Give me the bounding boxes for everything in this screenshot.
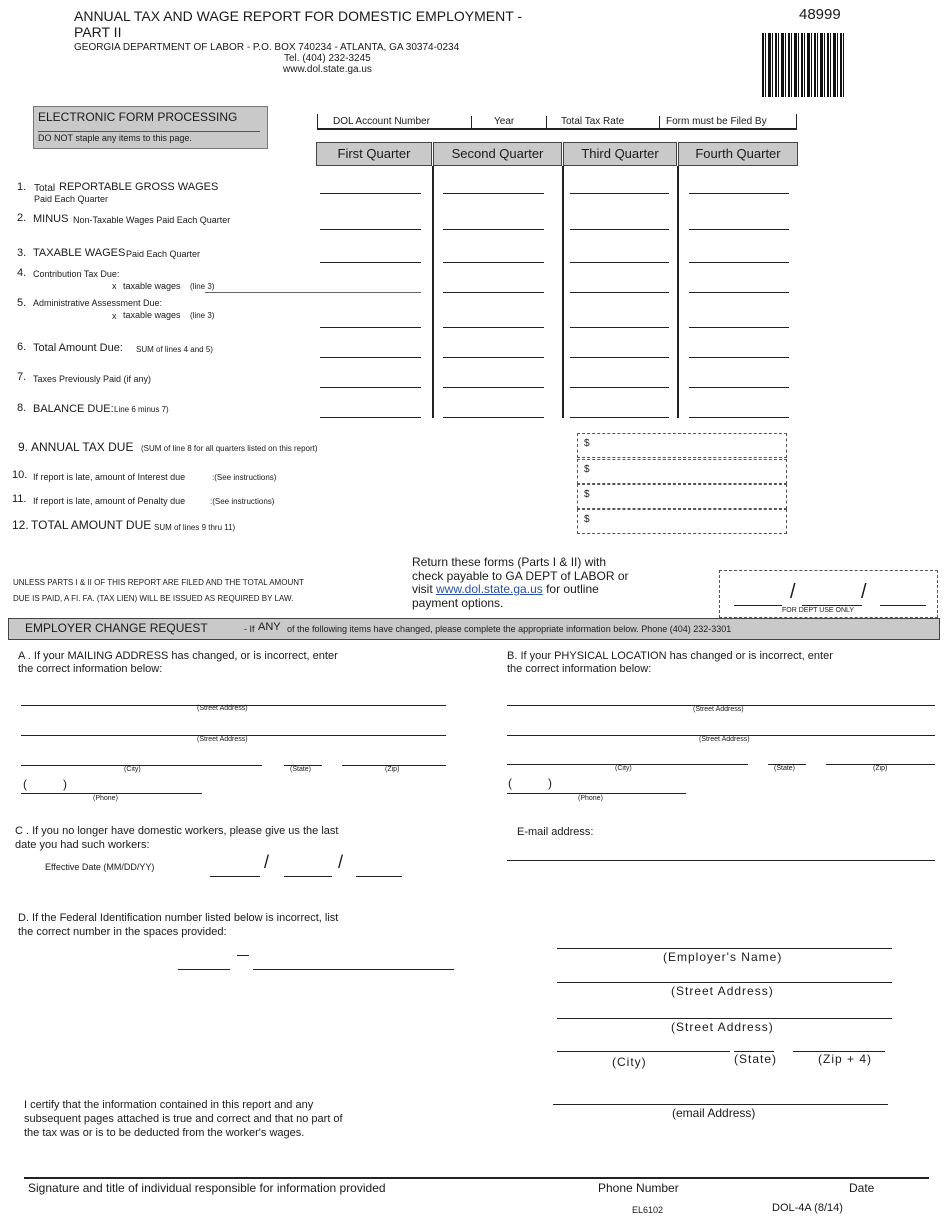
signature-label: Signature and title of individual responsible for information provided bbox=[28, 1181, 386, 1195]
processing-title: ELECTRONIC FORM PROCESSING bbox=[38, 110, 238, 124]
q1-line7-field[interactable] bbox=[320, 387, 421, 388]
line7-number: 7. bbox=[17, 371, 27, 383]
visit-text: visit bbox=[412, 582, 433, 596]
form-code-footer: EL6102 bbox=[632, 1205, 664, 1215]
a-street1-label: (Street Address) bbox=[197, 705, 248, 712]
form-id: DOL-4A (8/14) bbox=[772, 1202, 843, 1214]
form-title: ANNUAL TAX AND WAGE REPORT FOR DOMESTIC EMPLOYMENT - bbox=[74, 8, 523, 24]
employer-name-field bbox=[557, 948, 892, 949]
change-request-if: - If bbox=[244, 624, 255, 634]
q3-line5-field[interactable] bbox=[570, 327, 669, 328]
q1-line2-field[interactable] bbox=[320, 229, 421, 230]
line10-number: 10. bbox=[12, 469, 28, 481]
b-phone-field[interactable] bbox=[507, 793, 686, 794]
q3-line8-field[interactable] bbox=[570, 417, 669, 418]
dollar-sign: $ bbox=[584, 464, 590, 475]
a-street2-label: (Street Address) bbox=[197, 736, 248, 743]
certify-line3: the tax was or is to be deducted from the worker's wages. bbox=[24, 1127, 305, 1139]
line2-number: 2. bbox=[17, 212, 27, 224]
a-state-label: (State) bbox=[290, 766, 312, 773]
q4-line8-field[interactable] bbox=[689, 417, 789, 418]
line6-number: 6. bbox=[17, 341, 27, 353]
employer-state-label: (State) bbox=[734, 1052, 778, 1066]
email-label: E-mail address: bbox=[517, 826, 594, 838]
line1-prefix: Total bbox=[34, 183, 56, 194]
line4-ref: (line 3) bbox=[190, 282, 215, 291]
line9-number: 9. bbox=[18, 440, 29, 454]
a-phone-paren-open: ( bbox=[23, 777, 27, 791]
line9-amount-field[interactable] bbox=[577, 433, 787, 458]
section-d-line2: the correct number in the spaces provided: bbox=[18, 926, 227, 938]
dol-website-link[interactable]: www.dol.state.ga.us bbox=[436, 582, 543, 596]
form-code: 48999 bbox=[799, 6, 841, 23]
line1-number: 1. bbox=[17, 181, 27, 193]
effective-year-field[interactable] bbox=[356, 876, 402, 877]
section-c-line2: date you had such workers: bbox=[15, 839, 150, 851]
q4-line2-field[interactable] bbox=[689, 229, 789, 230]
filed-by-label: Form must be Filed By bbox=[666, 116, 767, 127]
line4-label: Contribution Tax Due: bbox=[33, 269, 120, 279]
section-a-line2: the correct information below: bbox=[18, 663, 163, 675]
employer-street2-label: (Street Address) bbox=[671, 1020, 774, 1034]
b-street1-label: (Street Address) bbox=[693, 706, 744, 713]
employer-street1-field bbox=[557, 982, 892, 983]
q3-line7-field[interactable] bbox=[570, 387, 669, 388]
line5-sub: taxable wages bbox=[123, 310, 181, 320]
q3-line1-field[interactable] bbox=[570, 193, 669, 194]
employer-city-label: (City) bbox=[612, 1055, 647, 1069]
a-phone-label: (Phone) bbox=[93, 795, 118, 802]
q2-line4-field[interactable] bbox=[443, 292, 544, 293]
change-request-bar bbox=[8, 618, 940, 640]
line10-sub: :(See instructions) bbox=[212, 473, 277, 482]
section-d-line1: D. If the Federal Identification number listed below is incorrect, list bbox=[18, 912, 339, 924]
q1-line3-field[interactable] bbox=[320, 262, 421, 263]
quarter-header-first: First Quarter bbox=[316, 142, 432, 166]
a-phone-paren-close: ) bbox=[63, 777, 67, 791]
effective-month-field[interactable] bbox=[210, 876, 260, 877]
line12-number: 12. bbox=[12, 518, 29, 532]
change-request-title: EMPLOYER CHANGE REQUEST bbox=[25, 621, 208, 635]
b-phone-paren-open: ( bbox=[508, 776, 512, 790]
line4-x: x bbox=[112, 281, 117, 291]
q1-line8-field[interactable] bbox=[320, 417, 421, 418]
q2-line2-field[interactable] bbox=[443, 229, 544, 230]
line11-number: 11. bbox=[12, 493, 27, 505]
a-city-field[interactable] bbox=[21, 765, 262, 766]
q2-line3-field[interactable] bbox=[443, 262, 544, 263]
processing-box bbox=[33, 106, 268, 149]
line11-sub: :(See instructions) bbox=[210, 497, 275, 506]
lien-warning-line2: DUE IS PAID, A FI. FA. (TAX LIEN) WILL BE ISSUED AS REQUIRED BY LAW. bbox=[13, 594, 294, 603]
b-state-label: (State) bbox=[774, 765, 796, 772]
change-request-any: ANY bbox=[258, 621, 281, 633]
b-city-label: (City) bbox=[615, 765, 632, 772]
line2-sub: Non-Taxable Wages Paid Each Quarter bbox=[73, 215, 231, 225]
barcode bbox=[762, 33, 846, 97]
date-slash: / bbox=[338, 852, 344, 872]
certify-line2: subsequent pages attached is true and correct and that no part of bbox=[24, 1113, 343, 1125]
effective-day-field[interactable] bbox=[284, 876, 332, 877]
b-phone-label: (Phone) bbox=[578, 795, 603, 802]
section-b-line1: B. If your PHYSICAL LOCATION has changed or is incorrect, enter bbox=[507, 650, 833, 662]
dollar-sign: $ bbox=[584, 438, 590, 449]
line6-sub: SUM of lines 4 and 5) bbox=[136, 345, 213, 354]
section-a-line1: A . If your MAILING ADDRESS has changed, or is incorrect, enter bbox=[18, 650, 338, 662]
q2-line1-field[interactable] bbox=[443, 193, 544, 194]
line9-sub: (SUM of line 8 for all quarters listed on this report) bbox=[141, 444, 318, 453]
q2-line5-field[interactable] bbox=[443, 327, 544, 328]
employer-zip-label: (Zip + 4) bbox=[818, 1052, 873, 1066]
staple-note: DO NOT staple any items to this page. bbox=[38, 133, 192, 143]
lien-warning-line1: UNLESS PARTS I & II OF THIS REPORT ARE FILED AND THE TOTAL AMOUNT bbox=[13, 578, 304, 587]
q3-line3-field[interactable] bbox=[570, 262, 669, 263]
line9-label: ANNUAL TAX DUE bbox=[31, 440, 134, 454]
line8-number: 8. bbox=[17, 402, 27, 414]
return-line3 bbox=[412, 582, 599, 596]
line11-label: If report is late, amount of Penalty due bbox=[33, 496, 186, 506]
a-zip-label: (Zip) bbox=[385, 766, 400, 773]
b-zip-label: (Zip) bbox=[873, 765, 888, 772]
employer-email-label: (email Address) bbox=[672, 1106, 756, 1120]
line12-label: TOTAL AMOUNT DUE bbox=[31, 518, 152, 532]
section-c-line1: C . If you no longer have domestic workers, please give us the last bbox=[15, 825, 339, 837]
total-tax-rate-label: Total Tax Rate bbox=[561, 116, 625, 127]
date-slash: / bbox=[861, 581, 867, 603]
line12-sub: SUM of lines 9 thru 11) bbox=[154, 523, 236, 532]
q3-line6-field[interactable] bbox=[570, 357, 669, 358]
quarter-header-second: Second Quarter bbox=[433, 142, 562, 166]
line10-amount-field[interactable] bbox=[577, 459, 787, 484]
fein-prefix-field[interactable] bbox=[178, 969, 230, 970]
line10-label: If report is late, amount of Interest due bbox=[33, 472, 186, 482]
b-phone-paren-close: ) bbox=[548, 776, 552, 790]
quarter-header-fourth: Fourth Quarter bbox=[678, 142, 798, 166]
q4-line5-field[interactable] bbox=[689, 327, 789, 328]
employer-name-label: (Employer's Name) bbox=[663, 950, 783, 964]
email-field[interactable] bbox=[507, 860, 935, 861]
employer-street2-field bbox=[557, 1018, 892, 1019]
signature-line[interactable] bbox=[24, 1177, 929, 1179]
q4-line1-field[interactable] bbox=[689, 193, 789, 194]
line3-number: 3. bbox=[17, 247, 27, 259]
return-line4: payment options. bbox=[412, 596, 504, 610]
line8-label: BALANCE DUE: bbox=[33, 403, 114, 415]
line4-rate-field[interactable] bbox=[205, 292, 421, 293]
line6-label: Total Amount Due: bbox=[33, 342, 123, 354]
agency-phone: Tel. (404) 232-3245 bbox=[284, 53, 371, 64]
q3-line4-field[interactable] bbox=[570, 292, 669, 293]
q3-line2-field[interactable] bbox=[570, 229, 669, 230]
date-slash: / bbox=[790, 581, 796, 603]
year-label: Year bbox=[494, 116, 515, 127]
form-title-part: PART II bbox=[74, 24, 122, 40]
outline-text: for outline bbox=[546, 582, 599, 596]
q1-line1-field[interactable] bbox=[320, 193, 421, 194]
dol-account-number-label: DOL Account Number bbox=[333, 116, 430, 127]
line3-label: TAXABLE WAGES bbox=[33, 247, 126, 259]
effective-date-label: Effective Date (MM/DD/YY) bbox=[45, 862, 155, 872]
dollar-sign: $ bbox=[584, 514, 590, 525]
line7-label: Taxes Previously Paid (if any) bbox=[33, 374, 152, 384]
line5-ref: (line 3) bbox=[190, 311, 215, 320]
q1-line6-field[interactable] bbox=[320, 357, 421, 358]
q2-line8-field[interactable] bbox=[443, 417, 544, 418]
employer-city-field bbox=[557, 1051, 730, 1052]
line2-label: MINUS bbox=[33, 213, 69, 225]
b-street2-label: (Street Address) bbox=[699, 736, 750, 743]
date-slash: / bbox=[264, 852, 270, 872]
line3-sub: Paid Each Quarter bbox=[126, 249, 201, 259]
phone-number-label: Phone Number bbox=[598, 1181, 679, 1195]
q2-line6-field[interactable] bbox=[443, 357, 544, 358]
q1-line5-field[interactable] bbox=[320, 327, 421, 328]
q4-line3-field[interactable] bbox=[689, 262, 789, 263]
employer-email-field bbox=[553, 1104, 888, 1105]
date-label: Date bbox=[849, 1181, 875, 1195]
employer-street1-label: (Street Address) bbox=[671, 984, 774, 998]
a-city-label: (City) bbox=[124, 766, 141, 773]
quarter-header-third: Third Quarter bbox=[563, 142, 677, 166]
line8-sub: Line 6 minus 7) bbox=[114, 405, 169, 414]
return-line2: check payable to GA DEPT of LABOR or bbox=[412, 569, 629, 583]
q4-line4-field[interactable] bbox=[689, 292, 789, 293]
a-phone-field[interactable] bbox=[21, 793, 202, 794]
dollar-sign: $ bbox=[584, 489, 590, 500]
line4-number: 4. bbox=[17, 267, 27, 279]
line12-amount-field[interactable] bbox=[577, 509, 787, 534]
line5-number: 5. bbox=[17, 297, 27, 309]
line11-amount-field[interactable] bbox=[577, 484, 787, 509]
dept-use-box bbox=[719, 570, 938, 618]
q2-line7-field[interactable] bbox=[443, 387, 544, 388]
line5-x: x bbox=[112, 311, 117, 321]
return-line1: Return these forms (Parts I & II) with bbox=[412, 555, 607, 569]
line4-sub: taxable wages bbox=[123, 281, 181, 291]
certify-line1: I certify that the information contained in this report and any bbox=[24, 1099, 314, 1111]
fein-number-field[interactable] bbox=[253, 969, 454, 970]
section-b-line2: the correct information below: bbox=[507, 663, 652, 675]
agency-address: GEORGIA DEPARTMENT OF LABOR - P.O. BOX 740234 - ATLANTA, GA 30374-0234 bbox=[74, 42, 460, 53]
line5-label: Administrative Assessment Due: bbox=[33, 298, 163, 308]
agency-website: www.dol.state.ga.us bbox=[283, 64, 372, 75]
q4-line7-field[interactable] bbox=[689, 387, 789, 388]
dept-use-label: FOR DEPT USE ONLY bbox=[782, 607, 855, 614]
line1-label: REPORTABLE GROSS WAGES bbox=[59, 181, 219, 193]
q4-line6-field[interactable] bbox=[689, 357, 789, 358]
line1-sub: Paid Each Quarter bbox=[34, 194, 109, 204]
change-request-text: of the following items have changed, please complete the appropriate information below. Phone (404) 232-3301 bbox=[287, 624, 732, 634]
